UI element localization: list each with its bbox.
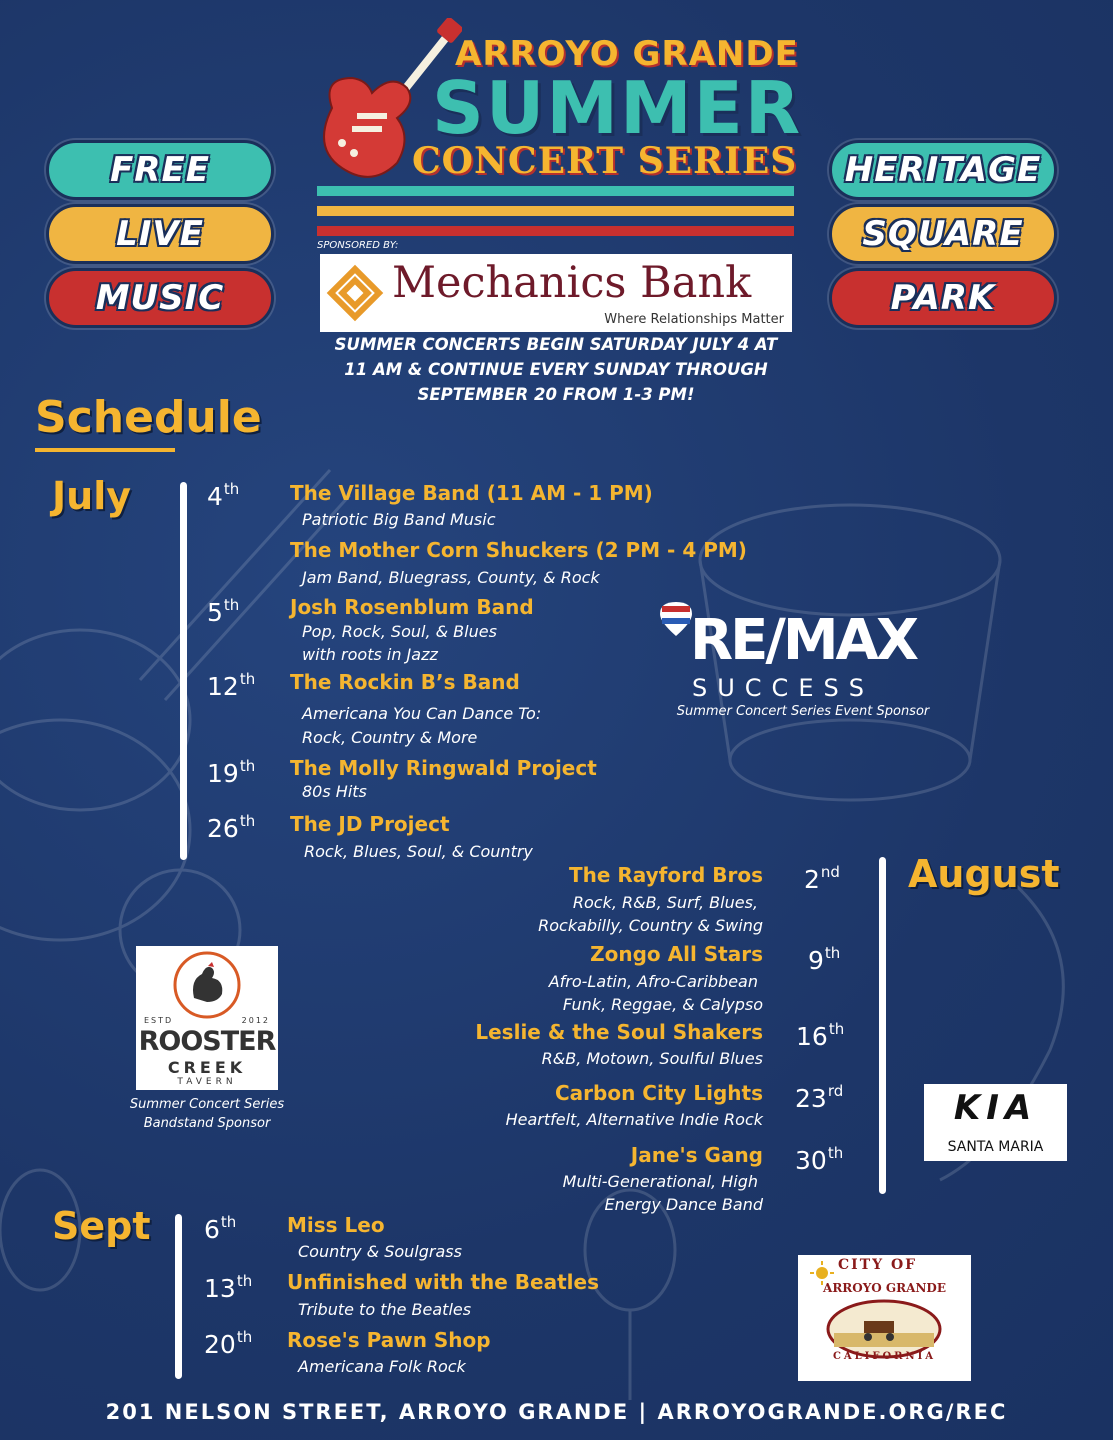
sept-band-1: Miss Leo [287, 1213, 385, 1237]
kia-location: SANTA MARIA [947, 1139, 1044, 1155]
mechanics-bank-wordmark: Mechanics Bank [392, 258, 752, 308]
sept-genre-3: Americana Folk Rock [298, 1357, 466, 1376]
sponsored-by-label: SPONSORED BY: [317, 240, 399, 251]
sept-day-13: 13th [204, 1272, 253, 1303]
july-band-4: The Rockin B’s Band [290, 670, 520, 694]
kia-santa-maria-logo [924, 1084, 1067, 1161]
pill-heritage: HERITAGE [829, 140, 1057, 200]
july-day-5: 5th [207, 596, 240, 627]
footer-address: 201 NELSON STREET, ARROYO GRANDE | ARROYOGRANDE.ORG/REC [105, 1400, 1008, 1424]
august-band-2: Zongo All Stars [590, 942, 763, 966]
rooster-icon [172, 950, 242, 1020]
july-genre-3a: Pop, Rock, Soul, & Blues [302, 622, 497, 641]
month-sept: Sept [52, 1204, 151, 1248]
august-genre-2b: Funk, Reggae, & Calypso [562, 995, 763, 1014]
august-genre-2a: Afro-Latin, Afro-Caribbean [548, 972, 758, 991]
july-day-4: 4th [207, 480, 240, 511]
title-summer: SUMMER [432, 66, 803, 150]
announcement-line-1: SUMMER CONCERTS BEGIN SATURDAY JULY 4 AT [334, 335, 778, 354]
announcement-text [300, 332, 812, 407]
august-divider [879, 857, 886, 1194]
july-divider [180, 482, 187, 860]
remax-logo [658, 598, 948, 722]
august-band-1: The Rayford Bros [568, 863, 763, 887]
august-band-5: Jane's Gang [630, 1143, 763, 1167]
july-day-26: 26th [207, 812, 256, 843]
sept-band-3: Rose's Pawn Shop [287, 1328, 491, 1352]
august-band-4: Carbon City Lights [554, 1081, 763, 1105]
july-genre-4a: Americana You Can Dance To: [302, 704, 542, 723]
city-arroyo-grande-seal [798, 1255, 971, 1381]
august-day-9: 9th [808, 944, 841, 975]
july-genre-1: Patriotic Big Band Music [302, 510, 496, 529]
city-state-label: CALIFORNIA [832, 1351, 937, 1362]
pill-live: LIVE [46, 204, 274, 264]
month-july: July [52, 474, 131, 518]
sept-genre-2: Tribute to the Beatles [298, 1300, 472, 1319]
rooster-caption-line-2: Bandstand Sponsor [143, 1116, 271, 1131]
july-band-2: The Mother Corn Shuckers (2 PM - 4 PM) [290, 538, 747, 562]
pill-music: MUSIC [46, 268, 274, 328]
august-genre-3: R&B, Motown, Soulful Blues [541, 1049, 763, 1068]
rooster-caption [107, 1095, 307, 1133]
july-band-5: The Molly Ringwald Project [290, 756, 597, 780]
sept-genre-1: Country & Soulgrass [298, 1242, 462, 1261]
remax-balloon-icon [658, 600, 694, 640]
mechanics-bank-logo [320, 254, 792, 332]
august-genre-5b: Energy Dance Band [604, 1195, 763, 1214]
sept-day-6: 6th [204, 1213, 237, 1244]
july-genre-5: 80s Hits [302, 782, 367, 801]
remax-caption: Summer Concert Series Event Sponsor [676, 704, 930, 719]
rooster-tavern: TAVERN [177, 1077, 237, 1087]
july-genre-2: Jam Band, Bluegrass, County, & Rock [302, 568, 600, 587]
decorative-stripe-teal [317, 186, 794, 196]
july-day-19: 19th [207, 757, 256, 788]
july-genre-4b: Rock, Country & More [302, 728, 478, 747]
july-band-3: Josh Rosenblum Band [290, 595, 534, 619]
sept-divider [175, 1214, 182, 1379]
schedule-heading: Schedule [35, 392, 262, 443]
decorative-stripe-red [317, 226, 794, 236]
mechanics-bank-tagline: Where Relationships Matter [604, 312, 784, 327]
august-genre-4: Heartfelt, Alternative Indie Rock [505, 1110, 763, 1129]
schedule-underline [35, 448, 175, 452]
sept-band-2: Unfinished with the Beatles [287, 1270, 599, 1294]
july-band-1: The Village Band (11 AM - 1 PM) [290, 481, 653, 505]
august-band-3: Leslie & the Soul Shakers [475, 1020, 763, 1044]
announcement-line-2: 11 AM & CONTINUE EVERY SUNDAY THROUGH [344, 360, 768, 379]
august-genre-5a: Multi-Generational, High [562, 1172, 758, 1191]
july-day-12: 12th [207, 670, 256, 701]
august-day-16: 16th [796, 1020, 845, 1051]
title-arroyo-grande: ARROYO GRANDE [455, 34, 799, 74]
announcement-line-3: SEPTEMBER 20 FROM 1-3 PM! [417, 385, 695, 404]
rooster-caption-line-1: Summer Concert Series [129, 1097, 285, 1112]
rooster-creek-logo [136, 946, 278, 1090]
remax-success: SUCCESS [692, 674, 874, 702]
rooster-estd: ESTD [144, 1016, 174, 1025]
rooster-name: ROOSTER [138, 1026, 276, 1057]
july-genre-6: Rock, Blues, Soul, & Country [304, 842, 533, 861]
july-genre-3b: with roots in Jazz [302, 645, 438, 664]
pill-free: FREE [46, 140, 274, 200]
august-day-2: 2nd [804, 863, 840, 894]
wagon-scene-icon [824, 1299, 944, 1359]
sept-day-20: 20th [204, 1328, 253, 1359]
pill-park: PARK [829, 268, 1057, 328]
august-genre-1a: Rock, R&B, Surf, Blues, [572, 893, 758, 912]
august-day-23: 23rd [795, 1082, 844, 1113]
remax-wordmark: RE/MAX [690, 608, 917, 673]
city-name-label: ARROYO GRANDE [823, 1281, 946, 1295]
pill-square: SQUARE [829, 204, 1057, 264]
title-concert-series: CONCERT SERIES [412, 140, 798, 182]
decorative-stripe-gold [317, 206, 794, 216]
city-of-label: CITY OF [838, 1257, 918, 1273]
august-genre-1b: Rockabilly, Country & Swing [538, 916, 763, 935]
mechanics-bank-emblem-icon [324, 262, 386, 324]
month-august: August [908, 852, 1060, 896]
august-day-30: 30th [795, 1144, 844, 1175]
rooster-year: 2012 [241, 1016, 270, 1025]
july-band-6: The JD Project [290, 812, 450, 836]
kia-wordmark: KIA [953, 1088, 1038, 1128]
rooster-creek: CREEK [167, 1058, 247, 1077]
